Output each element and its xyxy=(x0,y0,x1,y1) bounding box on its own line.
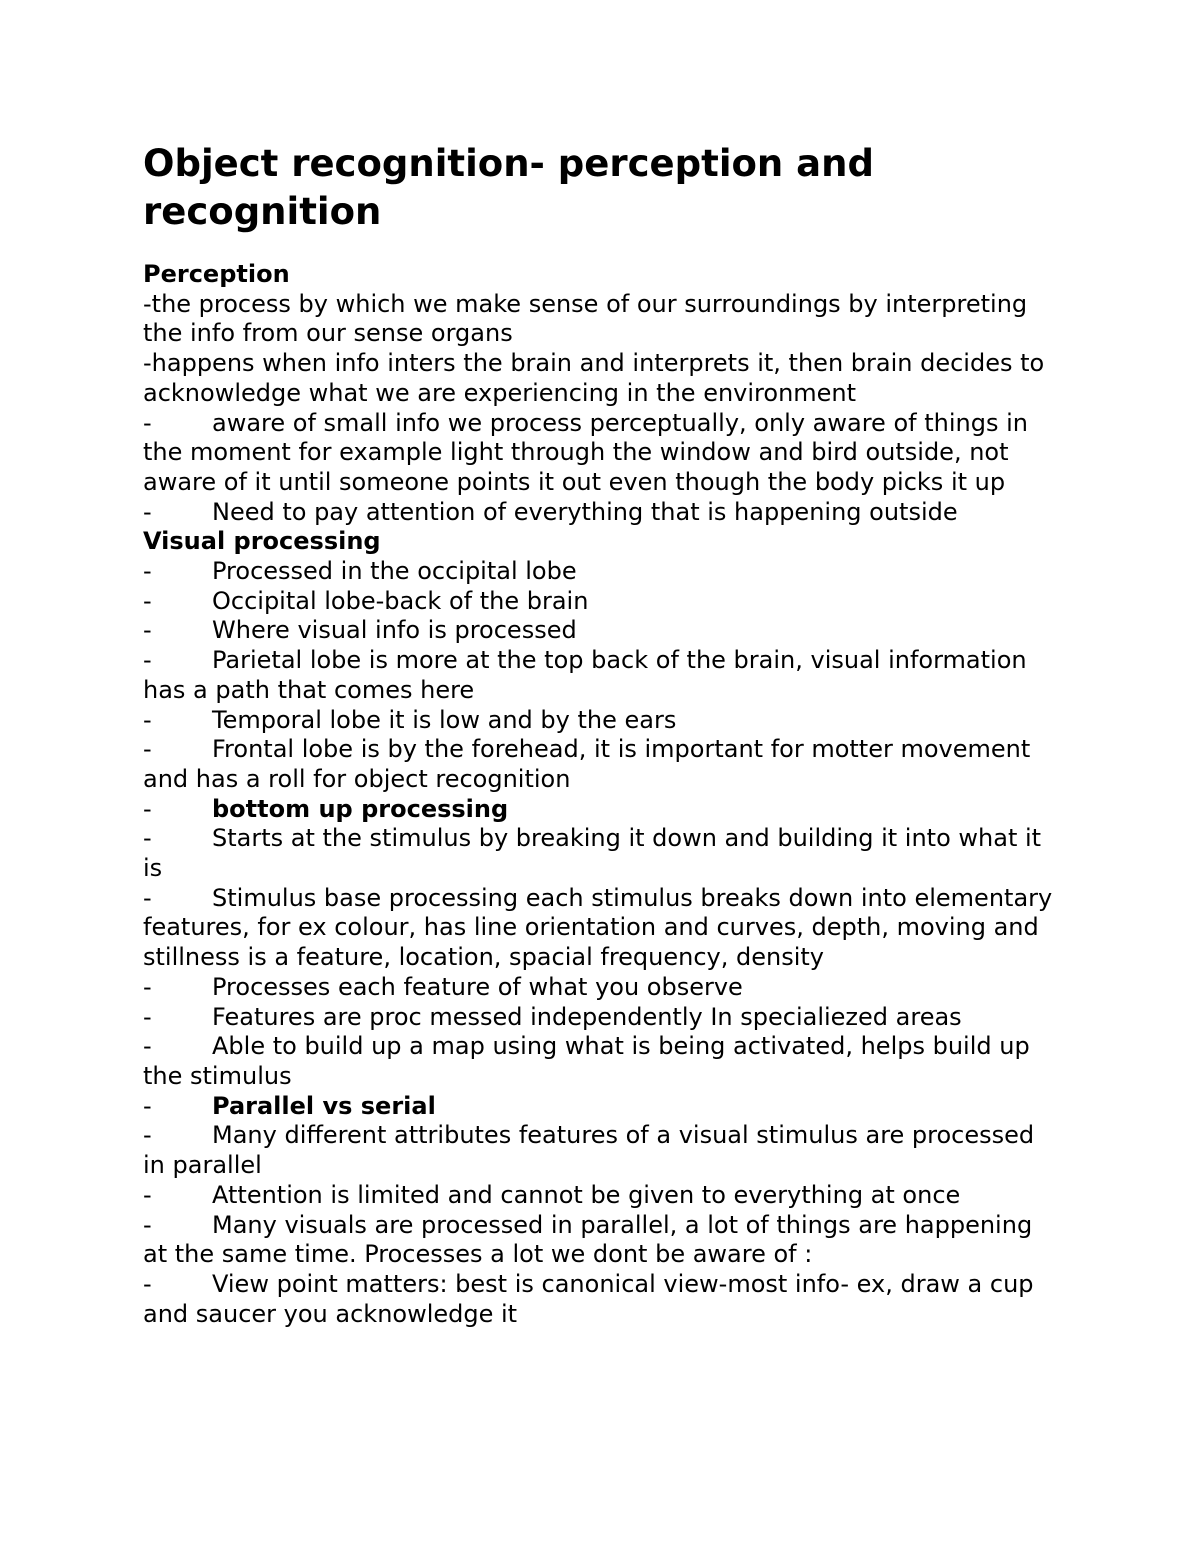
list-item-text: Frontal lobe is by the forehead, it is important for motter movement and has a roll for object recognition xyxy=(143,735,1031,793)
dash-marker: - xyxy=(143,557,152,586)
list-item xyxy=(143,973,1063,1003)
list-item xyxy=(143,706,1063,736)
list-item xyxy=(143,1121,1063,1180)
list-item-text: View point matters: best is canonical view-most info- ex, draw a cup and saucer you acknowledge it xyxy=(143,1269,1034,1328)
list-item-text: Able to build up a map using what is being activated, helps build up the stimulus xyxy=(143,1032,1030,1090)
subheading-bottom-up-processing xyxy=(143,795,1063,825)
list-item-text: Where visual info is processed xyxy=(212,616,577,645)
list-item-text: Occipital lobe-back of the brain xyxy=(212,586,589,615)
dash-marker: - xyxy=(143,408,152,437)
list-item xyxy=(143,824,1063,883)
list-item-text: Processed in the occipital lobe xyxy=(212,557,577,586)
dash-marker: - xyxy=(143,1210,152,1239)
dash-marker: - xyxy=(143,586,152,615)
subheading-parallel-vs-serial xyxy=(143,1092,1063,1122)
list-item xyxy=(143,557,1063,587)
list-item-text: Need to pay attention of everything that is happening outside xyxy=(212,497,958,526)
dash-marker: - xyxy=(143,497,152,526)
list-item-text: Processes each feature of what you observe xyxy=(212,972,743,1001)
document-page xyxy=(143,140,1063,1329)
list-item xyxy=(143,735,1063,794)
document-body xyxy=(143,260,1063,1329)
list-item xyxy=(143,884,1063,973)
list-item-text: Attention is limited and cannot be given to everything at once xyxy=(212,1180,961,1209)
list-item xyxy=(143,1181,1063,1211)
list-item xyxy=(143,1270,1063,1329)
list-item-text: Starts at the stimulus by breaking it down and building it into what it is xyxy=(143,824,1042,883)
list-item xyxy=(143,1211,1063,1270)
list-item-text: Temporal lobe it is low and by the ears xyxy=(212,705,677,734)
list-item-text: bottom up processing xyxy=(212,794,509,823)
section-heading-perception: Perception xyxy=(143,260,290,288)
list-item-text: Stimulus base processing each stimulus breaks down into elementary features, for ex colour, has line orientation and curves, depth, moving and stillness is a feature, location, spacial frequency, density xyxy=(143,883,1053,972)
list-item xyxy=(143,409,1063,498)
list-item-text: Many visuals are processed in parallel, a lot of things are happening at the same time. Processes a lot we dont be aware of : xyxy=(143,1210,1033,1269)
dash-marker: - xyxy=(143,824,152,853)
list-item-text: Many different attributes features of a visual stimulus are processed in parallel xyxy=(143,1121,1035,1180)
dash-marker: - xyxy=(143,972,152,1001)
list-item xyxy=(143,498,1063,528)
dash-marker: - xyxy=(143,735,152,764)
dash-marker: - xyxy=(143,705,152,734)
list-item xyxy=(143,616,1063,646)
page-title: Object recognition- perception and recognition xyxy=(143,142,874,233)
list-item xyxy=(143,1032,1063,1091)
list-item-text: Parallel vs serial xyxy=(212,1091,436,1120)
dash-marker: - xyxy=(143,1002,152,1031)
dash-marker: - xyxy=(143,1091,152,1120)
list-item-text: Features are proc messed independently In specialiezed areas xyxy=(212,1002,962,1031)
list-item-text: Parietal lobe is more at the top back of the brain, visual information has a path that comes here xyxy=(143,646,1027,704)
dash-marker: - xyxy=(143,794,152,823)
dash-marker: - xyxy=(143,883,152,912)
dash-marker: - xyxy=(143,1180,152,1209)
paragraph: -happens when info inters the brain and interprets it, then brain decides to acknowledge what we are experiencing in the environment xyxy=(143,349,1045,407)
dash-marker: - xyxy=(143,1121,152,1150)
dash-marker: - xyxy=(143,616,152,645)
paragraph: -the process by which we make sense of our surroundings by interpreting the info from our sense organs xyxy=(143,289,1028,348)
list-item xyxy=(143,1003,1063,1033)
section-heading-visual-processing: Visual processing xyxy=(143,527,381,556)
list-item-text: aware of small info we process perceptually, only aware of things in the moment for example light through the window and bird outside, not aware of it until someone points it out even though the body picks it up xyxy=(143,408,1028,496)
list-item xyxy=(143,587,1063,617)
dash-marker: - xyxy=(143,646,152,675)
list-item xyxy=(143,646,1063,705)
dash-marker: - xyxy=(143,1032,152,1061)
dash-marker: - xyxy=(143,1269,152,1298)
